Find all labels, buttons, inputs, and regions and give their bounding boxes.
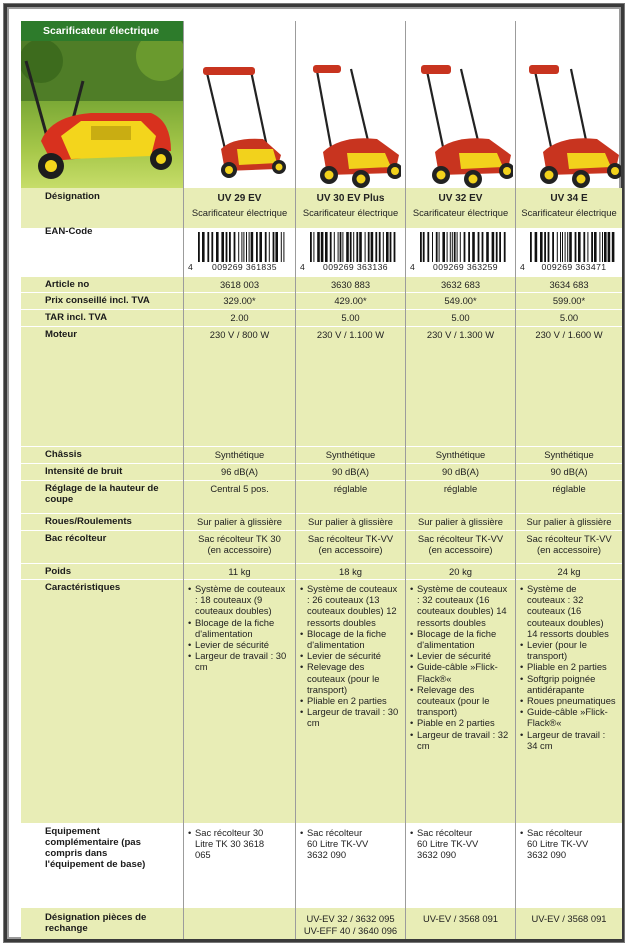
chassis: Synthétique bbox=[325, 449, 376, 460]
bag: Sac récolteur TK-VV bbox=[526, 533, 612, 544]
feature-item: • Guide-câble »Flick-Flack®« bbox=[410, 661, 509, 683]
spare-part-2: UV-EFF 40 / 3640 096 bbox=[303, 925, 398, 936]
feature-item: • Piable en 2 parties bbox=[410, 717, 509, 728]
mower-image-uv32ev bbox=[413, 55, 513, 191]
label-price: Prix conseillé incl. TVA bbox=[45, 295, 150, 306]
feature-item: • Levier de sécurité bbox=[300, 650, 399, 661]
feature-item: • Levier de sécurité bbox=[410, 650, 509, 661]
weight: 11 kg bbox=[228, 566, 251, 577]
ean-digits: 009269 363259 bbox=[420, 262, 511, 273]
feature-item: • Blocage de la fiche d'alimentation bbox=[188, 617, 289, 639]
article-number: 3632 683 bbox=[440, 279, 481, 290]
mower-image-uv30evplus bbox=[301, 57, 401, 191]
noise-level: 96 dB(A) bbox=[221, 466, 258, 477]
noise-level: 90 dB(A) bbox=[442, 466, 479, 477]
label-height: Réglage de la hauteur de coupe bbox=[45, 483, 159, 505]
equipment-item: • Sac récolteur 60 Litre TK-VV 3632 090 bbox=[410, 827, 485, 861]
ean-prefix: 4 bbox=[188, 262, 193, 272]
chassis: Synthétique bbox=[544, 449, 594, 460]
price: 429.00* bbox=[334, 295, 367, 306]
weight: 20 kg bbox=[449, 566, 472, 577]
mower-image-uv34e bbox=[521, 55, 621, 191]
feature-item: • Système de couteaux : 26 couteaux (13 couteaux doubles) 12 ressorts doubles bbox=[300, 583, 399, 628]
equipment-item: • Sac récolteur 60 Litre TK-VV 3632 090 bbox=[520, 827, 592, 861]
column-separator bbox=[405, 21, 406, 939]
model-type: Scarificateur électrique bbox=[302, 207, 399, 218]
wheels: Sur palier à glissière bbox=[197, 516, 282, 527]
noise-level: 90 dB(A) bbox=[332, 466, 369, 477]
wheels: Sur palier à glissière bbox=[526, 516, 612, 527]
feature-item: • Relevage des couteaux (pour le transport) bbox=[300, 661, 399, 695]
motor: 230 V / 1.600 W bbox=[535, 329, 603, 340]
label-features: Caractéristiques bbox=[45, 582, 121, 593]
ean-digits: 009269 363471 bbox=[530, 262, 618, 273]
feature-item: • Guide-câble »Flick-Flack®« bbox=[520, 706, 616, 728]
price: 549.00* bbox=[444, 295, 477, 306]
label-article: Article no bbox=[45, 279, 90, 290]
ean-prefix: 4 bbox=[520, 262, 525, 272]
model-type: Scarificateur électrique bbox=[412, 207, 509, 218]
spare-part-1: UV-EV / 3568 091 bbox=[531, 913, 607, 924]
tar: 5.00 bbox=[559, 312, 579, 323]
row-bg-motor bbox=[21, 326, 622, 446]
tar: 5.00 bbox=[341, 312, 360, 323]
label-tar: TAR incl. TVA bbox=[45, 312, 108, 323]
label-weight: Poids bbox=[45, 566, 72, 577]
feature-item: • Softgrip poignée antidérapante bbox=[520, 673, 616, 695]
feature-item: • Largeur de travail : 32 cm bbox=[410, 729, 509, 751]
model-name: UV 34 E bbox=[550, 193, 588, 204]
label-noise: Intensité de bruit bbox=[45, 466, 123, 477]
feature-item: • Blocage de la fiche d'alimentation bbox=[410, 628, 509, 650]
article-number: 3630 883 bbox=[330, 279, 371, 290]
chassis: Synthétique bbox=[435, 449, 486, 460]
lawn-photo bbox=[21, 41, 183, 188]
equipment-item: • Sac récolteur 60 Litre TK-VV 3632 090 bbox=[300, 827, 375, 861]
feature-item: • Système de couteaux : 18 couteaux (9 couteaux doubles) bbox=[188, 583, 289, 617]
motor: 230 V / 1.300 W bbox=[426, 329, 495, 340]
cutting-height: Central 5 pos. bbox=[210, 483, 269, 494]
equipment-list bbox=[296, 827, 375, 861]
label-bag: Bac récolteur bbox=[45, 533, 107, 544]
cutting-height: réglable bbox=[333, 483, 368, 494]
noise-level: 90 dB(A) bbox=[550, 466, 588, 477]
price: 329.00* bbox=[223, 295, 256, 306]
feature-item: • Largeur de travail : 34 cm bbox=[520, 729, 616, 751]
bag-note: (en accessoire) bbox=[207, 544, 272, 555]
article-number: 3618 003 bbox=[219, 279, 260, 290]
label-ean: EAN-Code bbox=[45, 226, 93, 237]
equipment-list bbox=[406, 827, 485, 861]
wheels: Sur palier à glissière bbox=[308, 516, 393, 527]
chassis: Synthétique bbox=[214, 449, 265, 460]
tar: 5.00 bbox=[451, 312, 470, 323]
feature-item: • Largeur de travail : 30 cm bbox=[188, 650, 289, 672]
table-title: Scarificateur électrique bbox=[21, 21, 183, 41]
bag: Sac récolteur TK-VV bbox=[417, 533, 504, 544]
features-list bbox=[296, 583, 399, 729]
spare-part-1: UV-EV / 3568 091 bbox=[422, 913, 499, 924]
equipment-list bbox=[516, 827, 592, 861]
features-list bbox=[184, 583, 289, 673]
feature-item: • Pliable en 2 parties bbox=[520, 661, 616, 672]
model-name: UV 30 EV Plus bbox=[316, 193, 385, 204]
wheels: Sur palier à glissière bbox=[418, 516, 503, 527]
features-list bbox=[406, 583, 509, 751]
cutting-height: réglable bbox=[443, 483, 478, 494]
equipment-list bbox=[184, 827, 265, 861]
weight: 24 kg bbox=[557, 566, 581, 577]
spare-part-1: UV-EV 32 / 3632 095 bbox=[306, 913, 395, 924]
page-frame bbox=[4, 4, 624, 942]
label-equipment: Equipement complémentaire (pas compris dans l'équipement de base) bbox=[45, 826, 146, 870]
label-chassis: Châssis bbox=[45, 449, 82, 460]
label-motor: Moteur bbox=[45, 329, 77, 340]
feature-item: • Levier de sécurité bbox=[188, 639, 289, 650]
ean-digits: 009269 361835 bbox=[198, 262, 291, 273]
weight: 18 kg bbox=[339, 566, 362, 577]
feature-item: • Levier (pour le transport) bbox=[520, 639, 616, 661]
feature-item: • Roues pneumatiques bbox=[520, 695, 616, 706]
model-type: Scarificateur électrique bbox=[521, 207, 617, 218]
feature-item: • Pliable en 2 parties bbox=[300, 695, 399, 706]
product-table bbox=[21, 21, 622, 939]
bag-note: (en accessoire) bbox=[428, 544, 493, 555]
mower-image-uv29ev bbox=[193, 57, 293, 179]
model-name: UV 32 EV bbox=[438, 193, 483, 204]
model-name: UV 29 EV bbox=[217, 193, 262, 204]
label-designation: Désignation bbox=[45, 191, 100, 202]
ean-prefix: 4 bbox=[410, 262, 415, 272]
price: 599.00* bbox=[552, 295, 586, 306]
ean-prefix: 4 bbox=[300, 262, 305, 272]
feature-item: • Largeur de travail : 30 cm bbox=[300, 706, 399, 728]
motor: 230 V / 800 W bbox=[209, 329, 270, 340]
feature-item: • Système de couteaux : 32 couteaux (16 couteaux doubles) 14 ressorts doubles bbox=[520, 583, 616, 639]
feature-item: • Blocage de la fiche d'alimentation bbox=[300, 628, 399, 650]
column-separator bbox=[295, 21, 296, 939]
column-separator bbox=[183, 21, 184, 939]
feature-item: • Relevage des couteaux (pour le transport) bbox=[410, 684, 509, 718]
tar: 2.00 bbox=[230, 312, 249, 323]
ean-digits: 009269 363136 bbox=[310, 262, 401, 273]
equipment-item: • Sac récolteur 30 Litre TK 30 3618 065 bbox=[188, 827, 265, 861]
motor: 230 V / 1.100 W bbox=[316, 329, 385, 340]
features-list bbox=[516, 583, 616, 751]
bag: Sac récolteur TK 30 bbox=[198, 533, 281, 544]
cutting-height: réglable bbox=[552, 483, 586, 494]
label-spare: Désignation pièces de rechange bbox=[45, 912, 147, 934]
label-wheels: Roues/Roulements bbox=[45, 516, 132, 527]
bag: Sac récolteur TK-VV bbox=[307, 533, 394, 544]
column-separator bbox=[515, 21, 516, 939]
article-number: 3634 683 bbox=[549, 279, 589, 290]
model-type: Scarificateur électrique bbox=[191, 207, 288, 218]
feature-item: • Système de couteaux : 32 couteaux (16 couteaux doubles) 14 ressorts doubles bbox=[410, 583, 509, 628]
bag-note: (en accessoire) bbox=[318, 544, 383, 555]
bag-note: (en accessoire) bbox=[536, 544, 602, 555]
